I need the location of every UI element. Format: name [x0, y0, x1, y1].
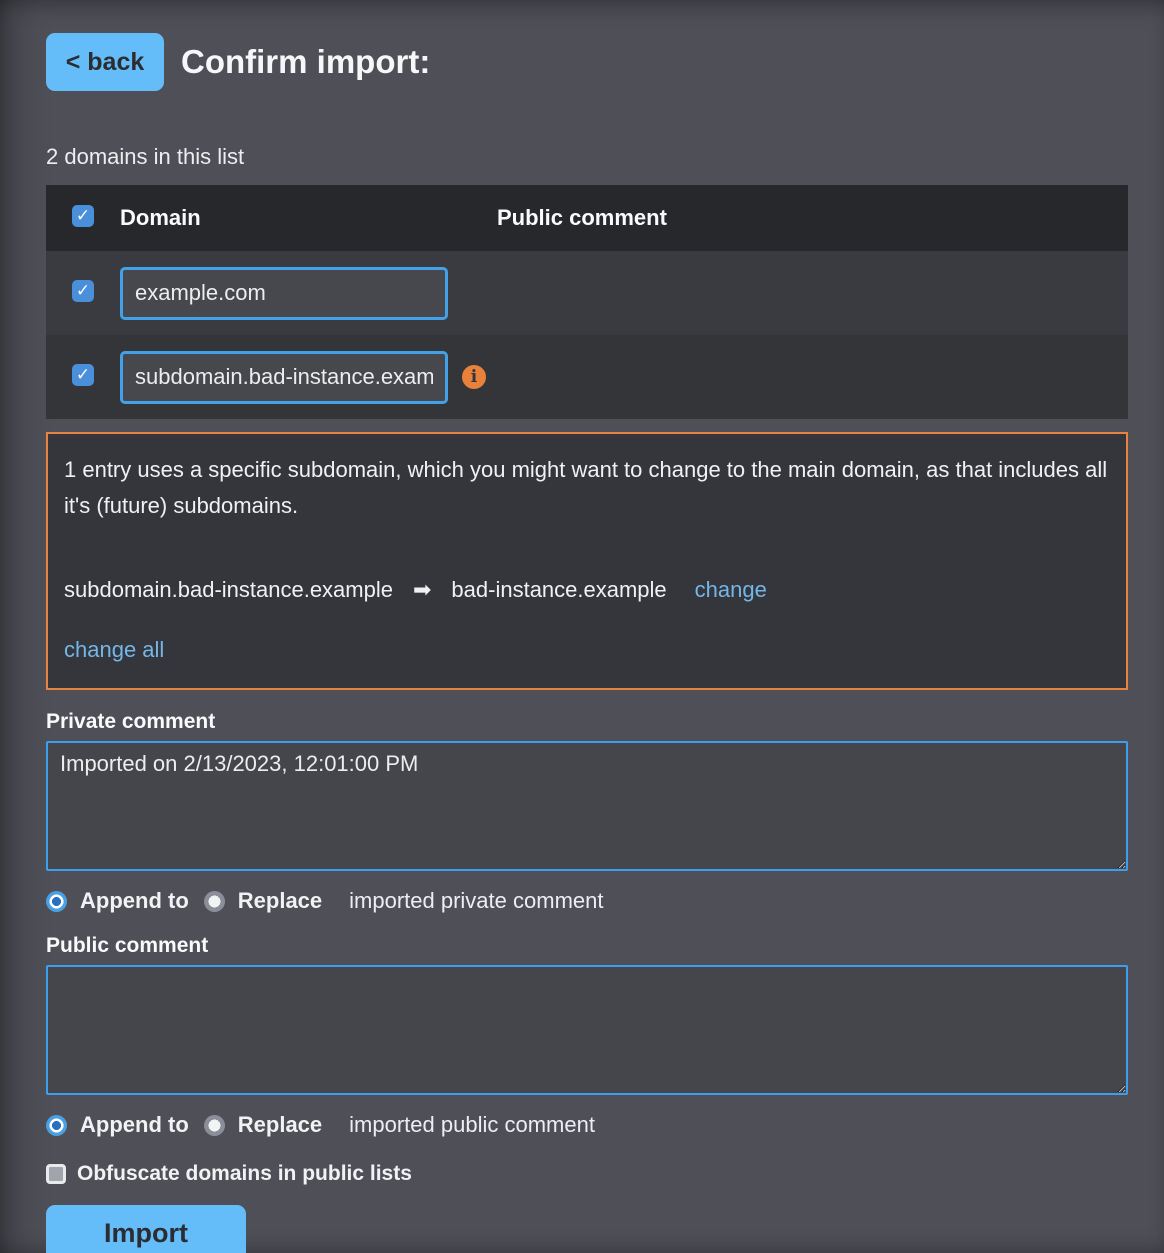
replace-public-radio[interactable]	[204, 1115, 225, 1136]
obfuscate-row	[46, 1162, 1128, 1186]
import-button[interactable]: Import	[46, 1205, 246, 1253]
replace-private-radio[interactable]	[204, 891, 225, 912]
change-link[interactable]: change	[694, 577, 767, 602]
public-comment-label: Public comment	[46, 934, 209, 957]
row-checkbox[interactable]	[72, 364, 94, 386]
table-row	[46, 251, 1128, 335]
info-icon[interactable]	[462, 365, 486, 389]
public-mode-suffix: imported public comment	[349, 1112, 595, 1137]
page-header	[46, 33, 1128, 91]
mapping-to-domain: bad-instance.example	[451, 577, 667, 602]
private-comment-label: Private comment	[46, 710, 216, 733]
append-private-radio-label[interactable]: Append to	[80, 888, 189, 913]
domain-input[interactable]	[120, 351, 448, 404]
column-header-domain: Domain	[120, 205, 201, 230]
obfuscate-label[interactable]: Obfuscate domains in public lists	[77, 1162, 412, 1185]
domain-input[interactable]	[120, 267, 448, 320]
public-comment-mode-row	[46, 1112, 1128, 1138]
page-title: Confirm import:	[181, 43, 431, 80]
replace-private-radio-label[interactable]: Replace	[237, 888, 323, 913]
private-comment-mode-row	[46, 888, 1128, 914]
select-all-checkbox[interactable]	[72, 205, 94, 227]
change-all-link[interactable]: change all	[64, 637, 165, 662]
replace-public-radio-label[interactable]: Replace	[237, 1112, 323, 1137]
mapping-from-domain: subdomain.bad-instance.example	[64, 577, 393, 602]
append-private-radio[interactable]	[46, 891, 67, 912]
column-header-public-comment: Public comment	[497, 205, 667, 230]
warning-message: 1 entry uses a specific subdomain, which you might want to change to the main domain, as that includes all it's (future) subdomains.	[64, 457, 1108, 518]
domain-count-text: 2 domains in this list	[46, 144, 245, 169]
table-row	[46, 335, 1128, 419]
domains-table	[46, 185, 1128, 419]
subdomain-mapping-row	[64, 572, 1110, 608]
private-comment-textarea[interactable]	[46, 741, 1128, 871]
private-mode-suffix: imported private comment	[349, 888, 604, 913]
table-header-row	[46, 185, 1128, 251]
obfuscate-checkbox[interactable]	[46, 1164, 66, 1184]
append-public-radio-label[interactable]: Append to	[80, 1112, 189, 1137]
subdomain-warning-box	[46, 432, 1128, 690]
public-comment-textarea[interactable]	[46, 965, 1128, 1095]
row-checkbox[interactable]	[72, 280, 94, 302]
back-button[interactable]: < back	[46, 33, 164, 91]
right-arrow-icon: ➡	[412, 577, 432, 602]
append-public-radio[interactable]	[46, 1115, 67, 1136]
